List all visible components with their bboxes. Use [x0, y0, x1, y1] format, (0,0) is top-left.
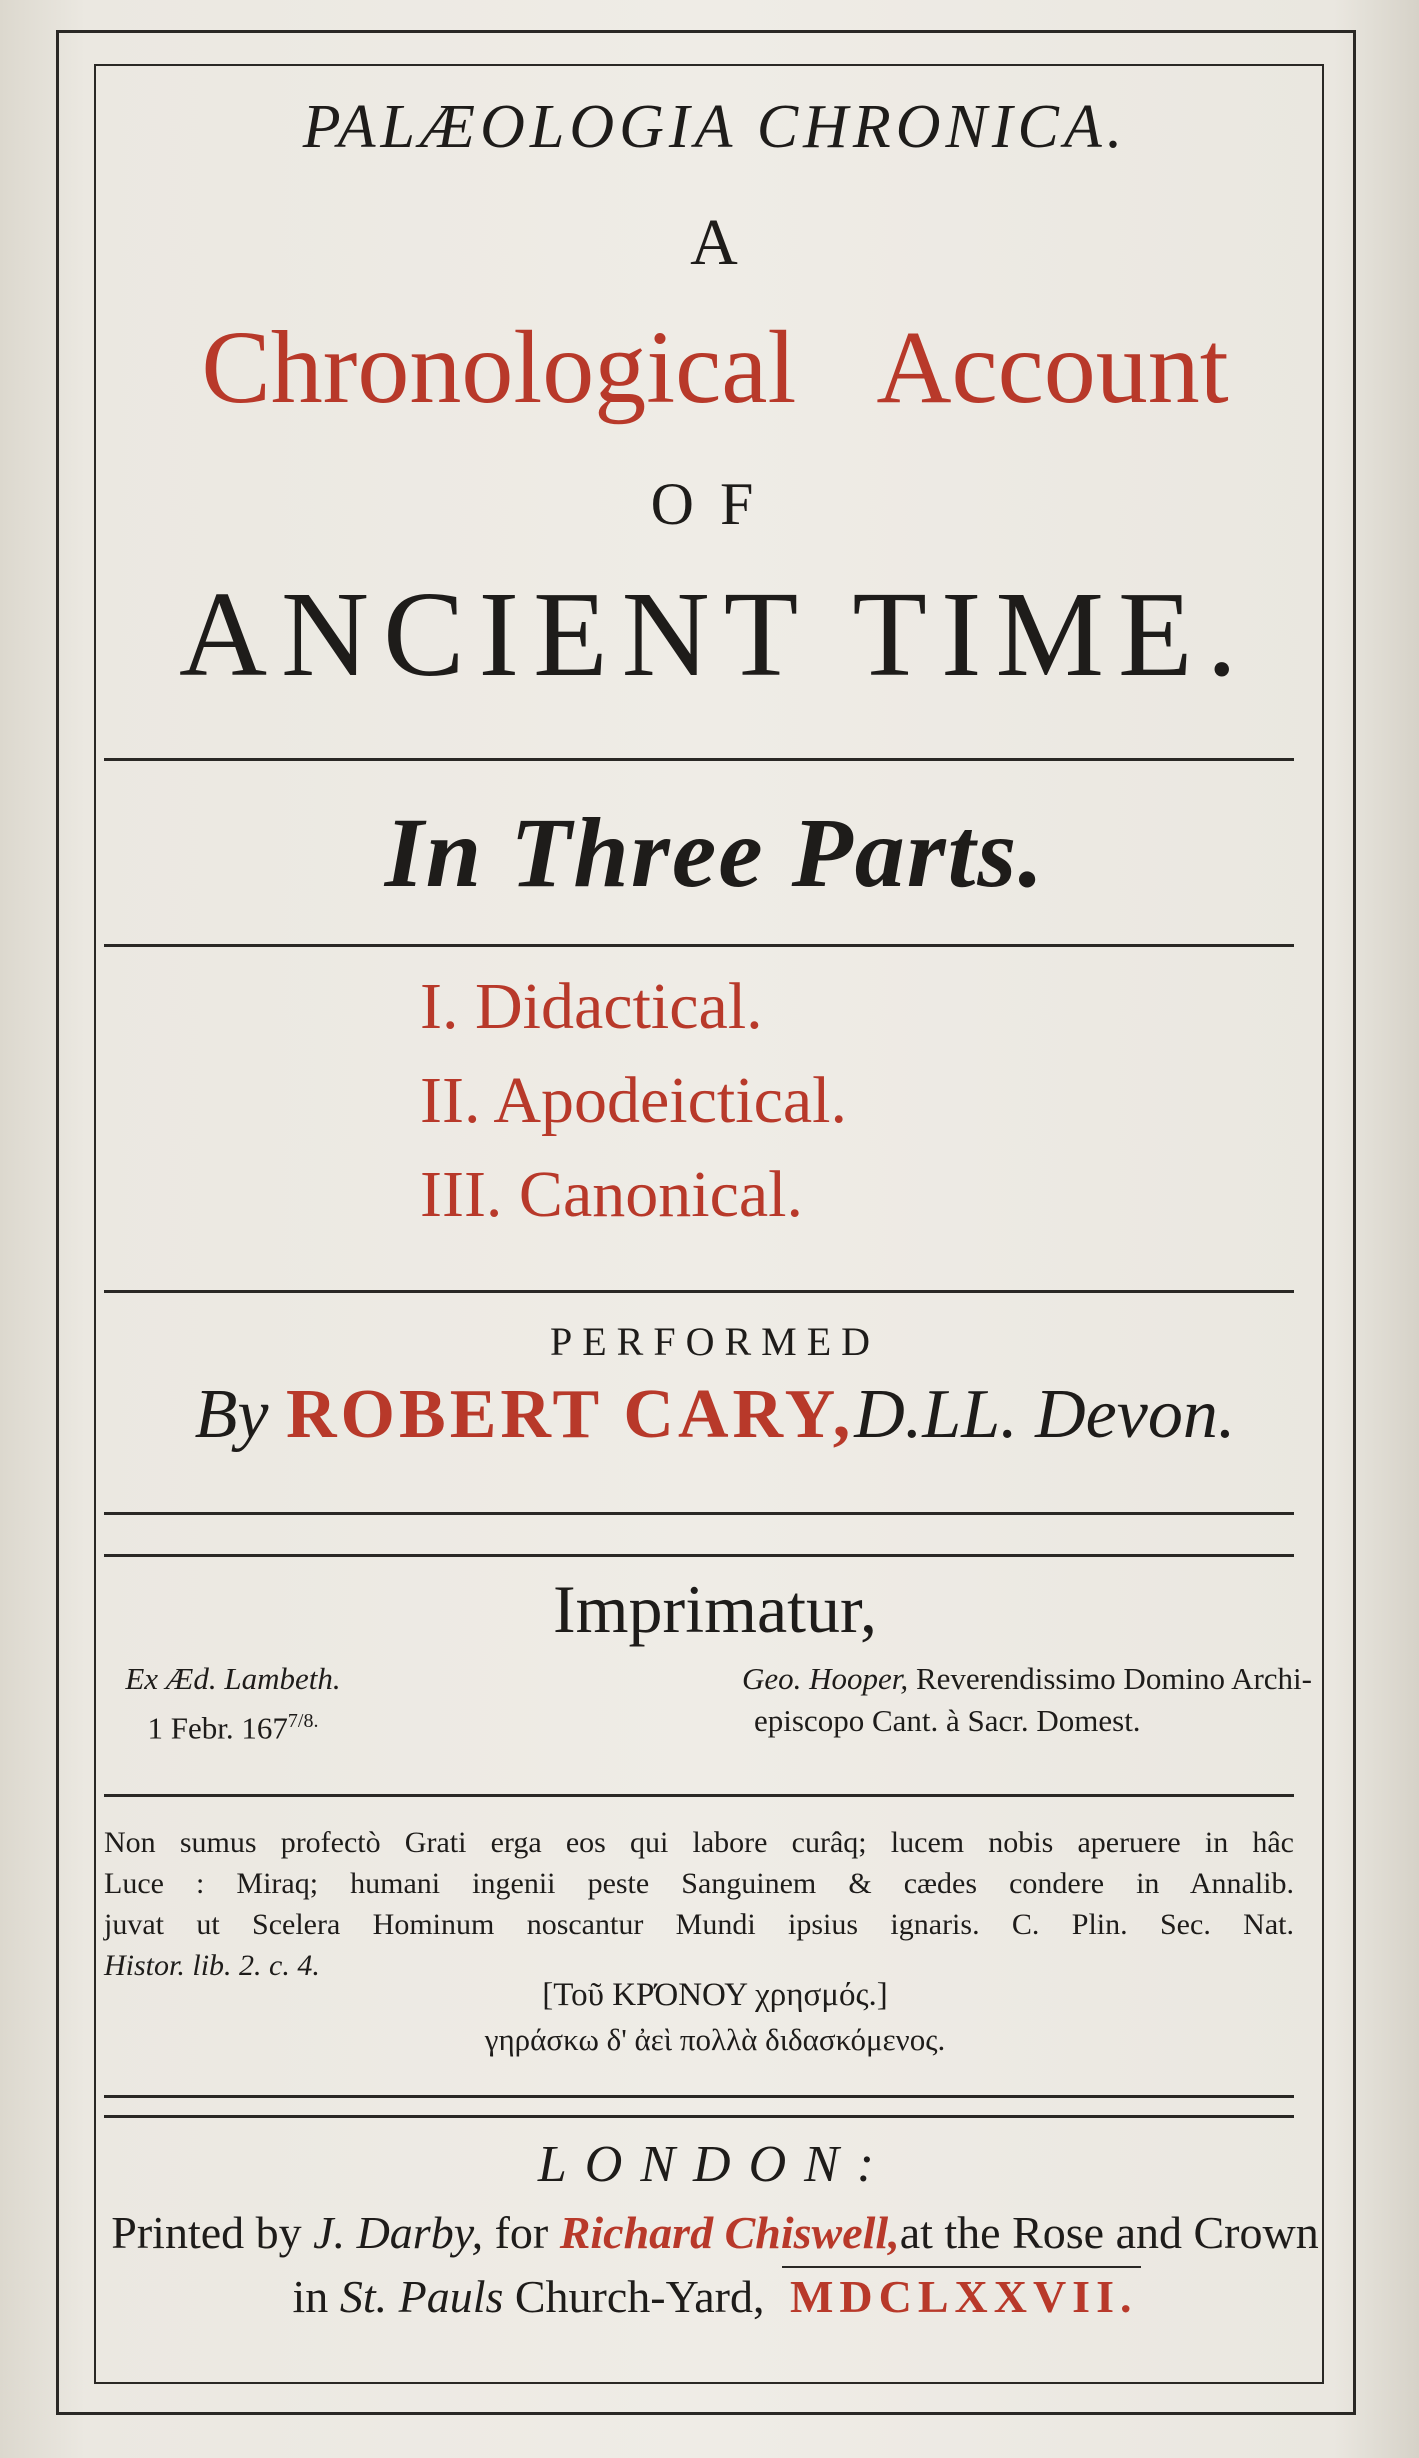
- latin-epigraph: [104, 1822, 1294, 1986]
- part-item: II. Apodeictical.: [420, 1064, 848, 1137]
- greek-heading: [Τοῦ ΚΡΌΝΟΥ χρησμός.]: [542, 1977, 888, 2013]
- divider-rule: [104, 944, 1294, 947]
- licenser-title-2: episcopo Cant. à Sacr. Domest.: [754, 1703, 1141, 1738]
- title-line-of: OF: [650, 471, 780, 537]
- epigraph-line: juvat ut Scelera Hominum noscantur Mundi ipsius ignaris. C. Plin. Sec. Nat.: [104, 1908, 1294, 1941]
- divider-rule: [104, 1554, 1294, 1557]
- divider-rule: [104, 1512, 1294, 1515]
- imprint-city: LONDON:: [537, 2136, 893, 2193]
- title-word-chronological: Chronological: [201, 310, 797, 425]
- bookseller-name: Richard Chiswell,: [559, 2207, 900, 2258]
- imprint-location-line: in St. Pauls Church-Yard, MDCLXXVII.: [292, 2271, 1138, 2322]
- title-word-account: Account: [876, 310, 1229, 425]
- licenser-title-1: Reverendissimo Domino Archi-: [908, 1661, 1312, 1696]
- divider-rule: [104, 2095, 1294, 2098]
- divider-rule: [104, 2115, 1294, 2118]
- imprimatur-date: 1 Febr. $167^{7/8.}$: [147, 1710, 319, 1746]
- imprimatur-date-fraction: 7/8.: [287, 1710, 319, 1732]
- performed-label: PERFORMED: [549, 1319, 881, 1364]
- imprimatur-place: Ex Æd. Lambeth.: [125, 1661, 341, 1696]
- epigraph-line: Non sumus profectò Grati erga eos qui labore curâq; lucem nobis aperuere in hâc: [104, 1826, 1294, 1859]
- part-item: I. Didactical.: [420, 970, 763, 1043]
- title-line-chronological-account: [100, 308, 1330, 427]
- epigraph-line: Luce : Miraq; humani ingenii peste Sanguinem & cædes condere in Annalib.: [104, 1867, 1294, 1900]
- parts-list: [420, 960, 1220, 1242]
- divider-rule: [104, 1794, 1294, 1797]
- imprimatur-heading: Imprimatur,: [553, 1571, 877, 1647]
- imprint-printer-line: Printed by J. Darby, for Richard Chiswell,at the Rose and Crown: [111, 2207, 1319, 2258]
- author-line: [100, 1375, 1330, 1455]
- publication-year: MDCLXXVII.: [789, 2271, 1138, 2322]
- licenser-name: Geo. Hooper,: [742, 1661, 909, 1696]
- subtitle-in-three-parts: In Three Parts.: [384, 797, 1046, 908]
- imprimatur-licenser: [662, 1658, 1312, 1742]
- divider-rule: [104, 758, 1294, 761]
- greek-verse: γηράσκω δ' ἀεὶ πολλὰ διδασκόμενος.: [484, 2022, 946, 2057]
- part-item: III. Canonical.: [420, 1158, 804, 1231]
- printer-name: J. Darby,: [313, 2207, 484, 2258]
- author-name: ROBERT CARY,: [286, 1376, 855, 1453]
- epigraph-citation: Histor. lib. 2. c. 4.: [104, 1949, 320, 1982]
- title-line-ancient-time: ANCIENT TIME.: [178, 567, 1252, 702]
- title-line-palaeologia: PALÆOLOGIA CHRONICA.: [302, 93, 1128, 161]
- author-degree: D.LL. Devon.: [854, 1376, 1236, 1453]
- divider-rule: [104, 1290, 1294, 1293]
- imprimatur-place-date: [108, 1658, 358, 1749]
- title-line-a: A: [690, 206, 740, 279]
- author-by: By: [194, 1376, 269, 1453]
